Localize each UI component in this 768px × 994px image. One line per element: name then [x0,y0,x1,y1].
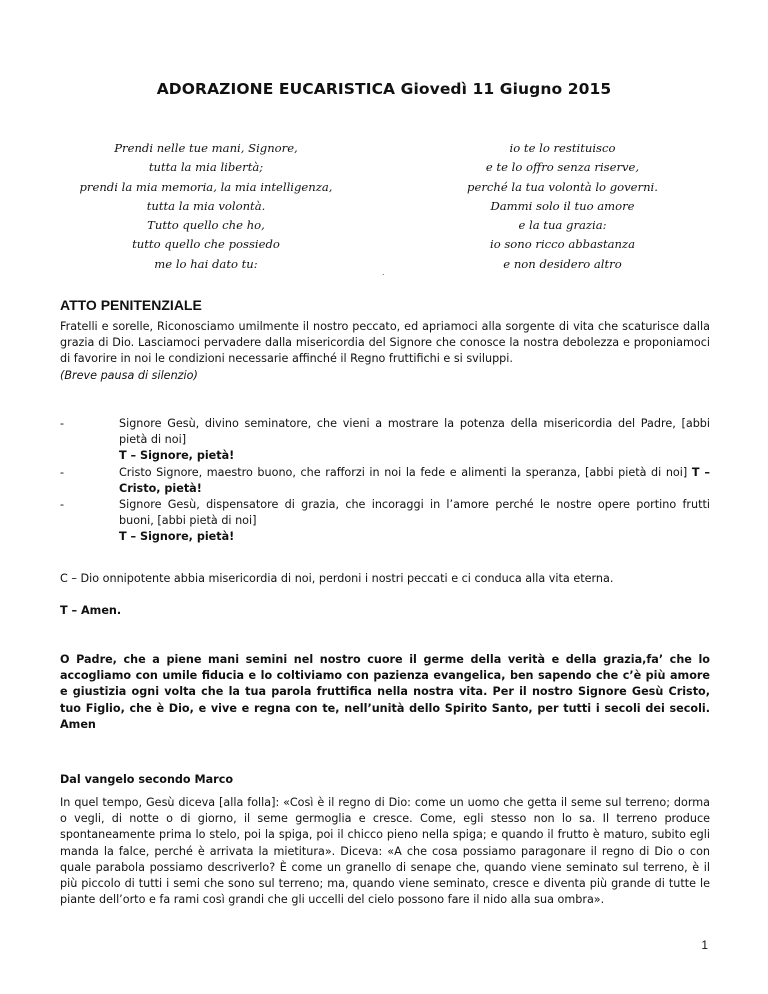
invocation-text: Cristo Signore, maestro buono, che rafforzi in noi la fede e alimenti la speranza, [abbi pietà di noi] [119,465,688,479]
poem-line: io te lo restituisco [509,141,616,155]
poem-line: tutta la mia libertà; [148,160,264,175]
amen-response: T – Amen. [60,604,122,617]
document-title: ADORAZIONE EUCARISTICA Giovedì 11 Giugno 2015 [156,80,612,98]
invocation-item [60,465,710,497]
poem-line: Prendi nelle tue mani, Signore, [114,141,298,155]
poem-line: io sono ricco abbastanza [489,237,635,252]
invocation-text: Signore Gesù, divino seminatore, che vieni a mostrare la potenza della misericordia del Padre, [abbi pietà di noi] [119,417,710,447]
penitential-intro [60,319,710,384]
invocation-text: Signore Gesù, dispensatore di grazia, che incoraggi in l’amore perché le nostre opere portino frutti buoni, [abbi pietà di noi] [119,498,710,528]
poem-line: me lo hai dato tu: [154,256,258,271]
intro-paragraph: Fratelli e sorelle, Riconosciamo umilmente il nostro peccato, ed apriamoci alla sorgente di vita che scaturisce dalla grazia di Dio. Lasciamoci pervadere dalla misericordia del Signore che conosce la nostra debolezza e proponiamoci di favorire in noi le condizioni necessarie affinché il Regno fruttifichi e si sviluppi. [60,320,710,366]
absolution-text: C – Dio onnipotente abbia misericordia di noi, perdoni i nostri peccati e ci conduca alla vita eterna. [60,572,614,585]
poem-line: e la tua grazia: [518,218,607,233]
poem-line: tutta la mia volontà. [146,198,266,213]
list-dash: - [60,465,65,479]
poem-line: tutto quello che possiedo [132,237,280,252]
invocation-response: T – Cristo, pietà! [119,465,710,495]
invocation-item [60,416,710,465]
poem-line: perché la tua volontà lo governi. [467,179,658,194]
invocation-response: T – Signore, pietà! [119,530,235,544]
poem-line: e non desidero altro [503,256,622,271]
gospel-text: In quel tempo, Gesù diceva [alla folla]: «Così è il regno di Dio: come un uomo che getta il seme sul terreno; dorma o vegli, di notte o di giorno, il seme germoglia e cresce. Come, egli stesso non lo sa. Il terreno produce spontaneamente prima lo stelo, poi la spiga, poi il chicco pieno nella spiga; e quando il frutto è maturo, subito egli manda la falce, perché è arrivata la mietitura». Diceva: «A che cosa possiamo paragonare il regno di Dio o con quale parabola possiamo descriverlo? È come un granello di senape che, quando viene seminato sul terreno, è il più piccolo di tutti i semi che sono sul terreno; ma, quando viene seminato, cresce e diventa più grande di tutte le piante dell’orto e fa rami così grandi che gli uccelli del cielo possono fare il nido alla sua ombra». [60,796,710,907]
poem-right-column [415,139,710,274]
silence-pause-note: (Breve pausa di silenzio) [60,368,198,382]
poem-line: Dammi solo il tuo amore [490,198,635,213]
invocation-response: T – Signore, pietà! [119,449,235,463]
list-dash: - [60,498,65,512]
list-dash: - [60,417,65,430]
poem-separator: . [382,268,385,277]
poem-left-column [60,139,352,274]
poem-line: e te lo offro senza riserve, [485,160,640,175]
invocations-list [60,416,710,546]
section-heading-penitential: ATTO PENITENZIALE [60,297,202,313]
poem-line: prendi la mia memoria, la mia intelligenza, [79,179,333,194]
invocation-item [60,497,710,546]
poem-line: Tutto quello che ho, [147,218,265,233]
page-number: 1 [701,938,708,952]
collect-prayer: O Padre, che a piene mani semini nel nostro cuore il germe della verità e della grazia,fa’ che lo accogliamo con umile fiducia e lo coltiviamo con pazienza evangelica, ben sapendo che c’è più amore e giustizia ogni volta che la tua parola fruttifica nella nostra vita. Per il nostro Signore Gesù Cristo, tuo Figlio, che è Dio, e vive e regna con te, nell’unità dello Spirito Santo, per tutti i secoli dei secoli. Amen [60,653,710,731]
gospel-heading: Dal vangelo secondo Marco [60,773,234,786]
